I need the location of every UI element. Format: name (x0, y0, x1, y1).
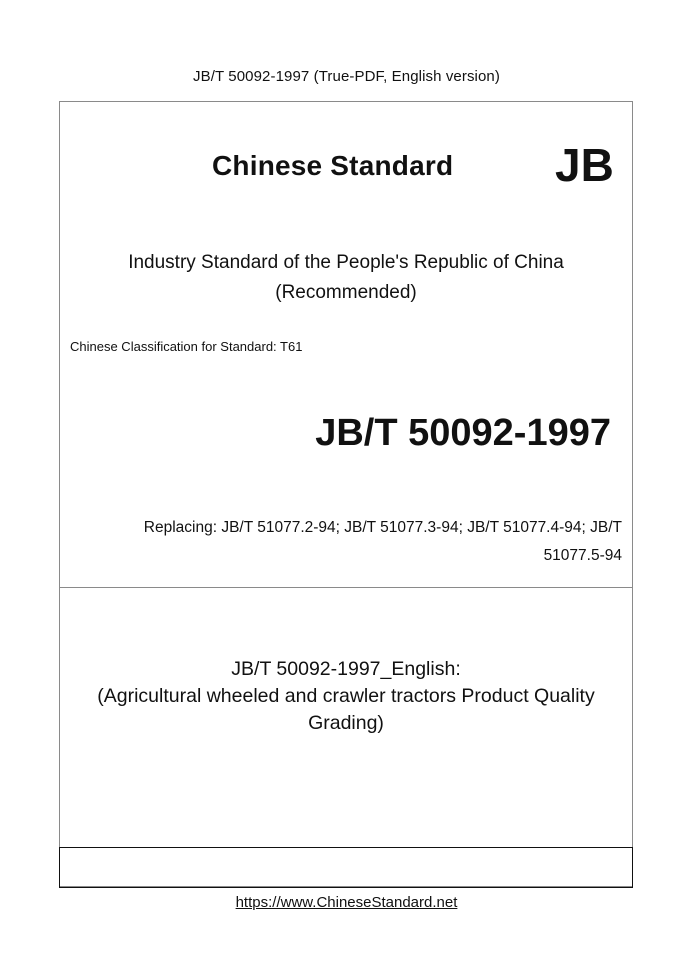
footer (0, 894, 693, 911)
replacing-block (60, 514, 622, 570)
issuer-block (59, 248, 633, 308)
replacing-line-1: Replacing: JB/T 51077.2-94; JB/T 51077.3-94; JB/T 51077.4-94; JB/T (143, 519, 622, 536)
standard-number: JB/T 50092-1997 (315, 412, 611, 454)
document-title-line-1: JB/T 50092-1997_English: (231, 658, 461, 680)
cover-frame (59, 101, 633, 887)
brand-code: JB (555, 139, 614, 191)
classification-text: Chinese Classification for Standard: T61 (70, 339, 303, 354)
bottom-box (59, 847, 633, 888)
issuer-recommended: (Recommended) (275, 282, 417, 303)
page-header: JB/T 50092-1997 (True-PDF, English version) (193, 68, 500, 85)
issuer-line: Industry Standard of the People's Republic of China (128, 252, 564, 273)
replacing-line-2: 51077.5-94 (543, 547, 622, 564)
brand-title: Chinese Standard (212, 150, 454, 181)
document-title-line-2: (Agricultural wheeled and crawler tractors Product Quality (97, 685, 595, 707)
section-divider (59, 587, 633, 588)
document-title (59, 656, 633, 737)
document-title-line-3: Grading) (308, 712, 384, 734)
website-link[interactable]: https://www.ChineseStandard.net (235, 894, 458, 911)
